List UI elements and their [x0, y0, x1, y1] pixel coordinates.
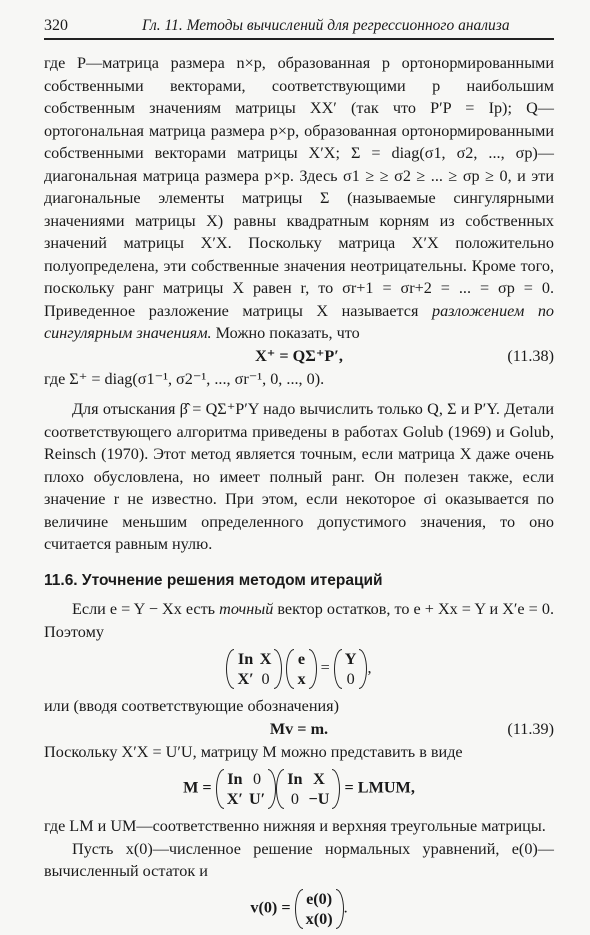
vector-y0: Y 0: [334, 649, 368, 689]
equation-number: (11.39): [507, 719, 554, 738]
equation-11-38: [44, 345, 554, 368]
block-equation-system: In X X′ 0 e x = Y 0 ,: [44, 649, 554, 689]
equation-expression: X⁺ = QΣ⁺P′,: [255, 346, 343, 365]
paragraph-sigma-plus: где Σ⁺ = diag(σ1⁻¹, σ2⁻¹, ..., σr⁻¹, 0, ..., 0).: [44, 369, 325, 388]
page-header: [44, 14, 552, 36]
running-head: Гл. 11. Методы вычислений для регрессионного анализа: [142, 17, 510, 34]
matrix-block: In X X′ 0: [226, 649, 282, 689]
header-rule: [44, 38, 554, 40]
paragraph-triangular: где LM и UM—соответственно нижняя и верхняя треугольные матрицы.: [44, 817, 546, 835]
equation-number: (11.38): [507, 346, 554, 365]
paragraph-residuals: Если e = Y − Xx есть точный вектор остатков, то e + Xx = Y и X′e = 0. Поэтому: [44, 600, 554, 641]
matrix-lower: In 0 X′ U′: [216, 769, 277, 809]
equation-expression: Mv = m.: [269, 719, 329, 738]
section-title: 11.6. Уточнение решения методом итераций: [44, 571, 383, 589]
block-equation-v0: v(0) = e(0) x(0) .: [250, 889, 348, 928]
paragraph-decomposition: Поскольку X′X = U′U, матрицу M можно представить в виде: [44, 742, 463, 761]
paragraph-golub: Для отыскания β̂ = QΣ⁺P′Y надо вычислить только Q, Σ и P′Y. Детали соответствующего алгоритма приведены в работах Golub (1969) и Golub, Reinsch (1970). Этот метод является точным, если матрица X даже очень плохо обусловлена, но имеет полный ранг. Он полезен также, если значение r не известно. При этом, если некоторое σi оказывается по величине меньшим определенного допустимого значения, то оно считается равным нулю.: [44, 400, 554, 553]
paragraph-initial-solution: Пусть x(0)—численное решение нормальных уравнений, e(0)—вычисленный остаток и: [44, 839, 554, 880]
block-equation-lu: M = In 0 X′ U′ In X 0 −U = LMUM,: [183, 770, 415, 808]
vector-ex: e x: [286, 649, 316, 689]
page-body: [44, 52, 554, 935]
vector-v0: e(0) x(0): [295, 889, 344, 929]
page-number: 320: [44, 17, 68, 34]
term-svd: разложением по сингулярным значениям.: [44, 301, 555, 342]
paragraph-svd-definition: где P—матрица размера n×p, образованная p ортонормированными собственными векторами, соответствующими p наибольшим собственным значениям матрицы XX′ (так что P′P = Ip); Q—ортогональная матрица размера p×p, образованная ортонормированными собственными векторами матрицы X′X; Σ = diag(σ1, σ2, ..., σp)—диагональная матрица размера p×p. Здесь σ1 ≥ ≥ σ2 ≥ ... ≥ σp ≥ 0, и эти диагональные элементы матрицы Σ (называемые сингулярными значениями матрицы X) равны квадратным корням из собственных значений матрицы X′X. Поскольку матрица X′X положительно полуопределена, эти собственные значения неотрицательны. Кроме того, поскольку ранг матрицы X равен r, то σr+1 = σr+2 = ... = σp = 0. Приведенное разложение матрицы X называется разложением по сингулярным значениям. Можно показать, что: [44, 54, 555, 342]
equation-11-39: [44, 718, 554, 741]
matrix-upper: In X 0 −U: [276, 769, 340, 809]
paragraph-notation: или (вводя соответствующие обозначения): [44, 697, 340, 715]
